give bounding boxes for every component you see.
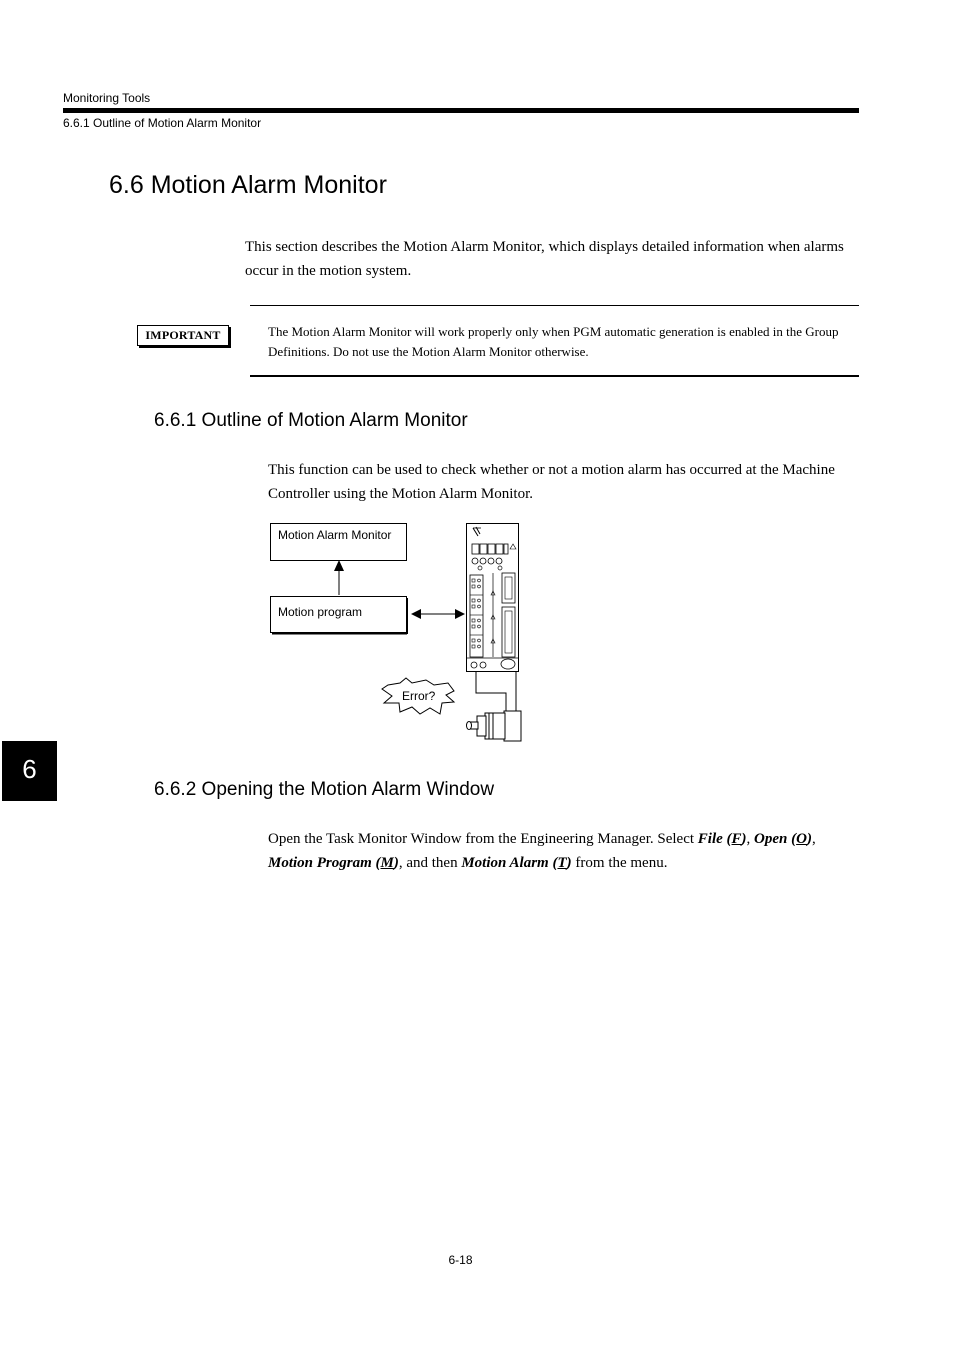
important-rule-top [250,305,859,306]
menu-motion-program: Motion Program (M) [268,855,399,871]
separator-1: , [746,831,755,847]
page-title: 6.6 Motion Alarm Monitor [109,171,387,199]
outline-paragraph: This function can be used to check whether or not a motion alarm has occurred at the Machine Controller using the Motion Alarm Monitor. [268,462,835,502]
error-burst-icon [382,678,454,714]
menu-file: File (F) [697,831,747,847]
controller-unit-icon [467,524,519,672]
section-heading-outline: 6.6.1 Outline of Motion Alarm Monitor [154,410,468,431]
double-arrow-icon [411,609,465,619]
opening-text-1: Open the Task Monitor Window from the Engineering Manager. Select [268,831,698,847]
page-number: 6-18 [448,1253,473,1267]
intro-paragraph: This section describes the Motion Alarm Monitor, which displays detailed information when alarms occur in the motion system. [245,239,844,279]
section-heading-opening: 6.6.2 Opening the Motion Alarm Window [154,779,495,800]
monitor-box [271,524,407,561]
opening-text-3: from the menu. [571,855,668,871]
important-rule-bottom [250,375,859,377]
system-diagram [260,515,540,750]
up-arrow-icon [334,560,344,595]
running-header-subsection: 6.6.1 Outline of Motion Alarm Monitor [63,116,262,130]
program-box-label: Motion program [278,605,363,619]
opening-paragraph [268,827,860,875]
separator-2: , [811,831,816,847]
menu-motion-alarm: Motion Alarm (T) [461,855,572,871]
monitor-box-label: Motion Alarm Monitor [278,528,392,542]
error-label: Error? [402,689,436,703]
important-note: The Motion Alarm Monitor will work properly only when PGM automatic generation is enabled in the Group Definitions. Do not use the Motion Alarm Monitor otherwise. [268,324,839,359]
motor-cables [476,671,516,711]
menu-open: Open (O) [754,831,812,847]
header-rule [63,108,859,113]
important-badge: IMPORTANT [137,325,229,346]
chapter-tab: 6 [2,741,57,801]
running-header-section: Monitoring Tools [63,91,151,105]
servo-motor-icon [467,711,522,741]
opening-text-2: , and then [398,855,462,871]
program-box [271,597,408,635]
